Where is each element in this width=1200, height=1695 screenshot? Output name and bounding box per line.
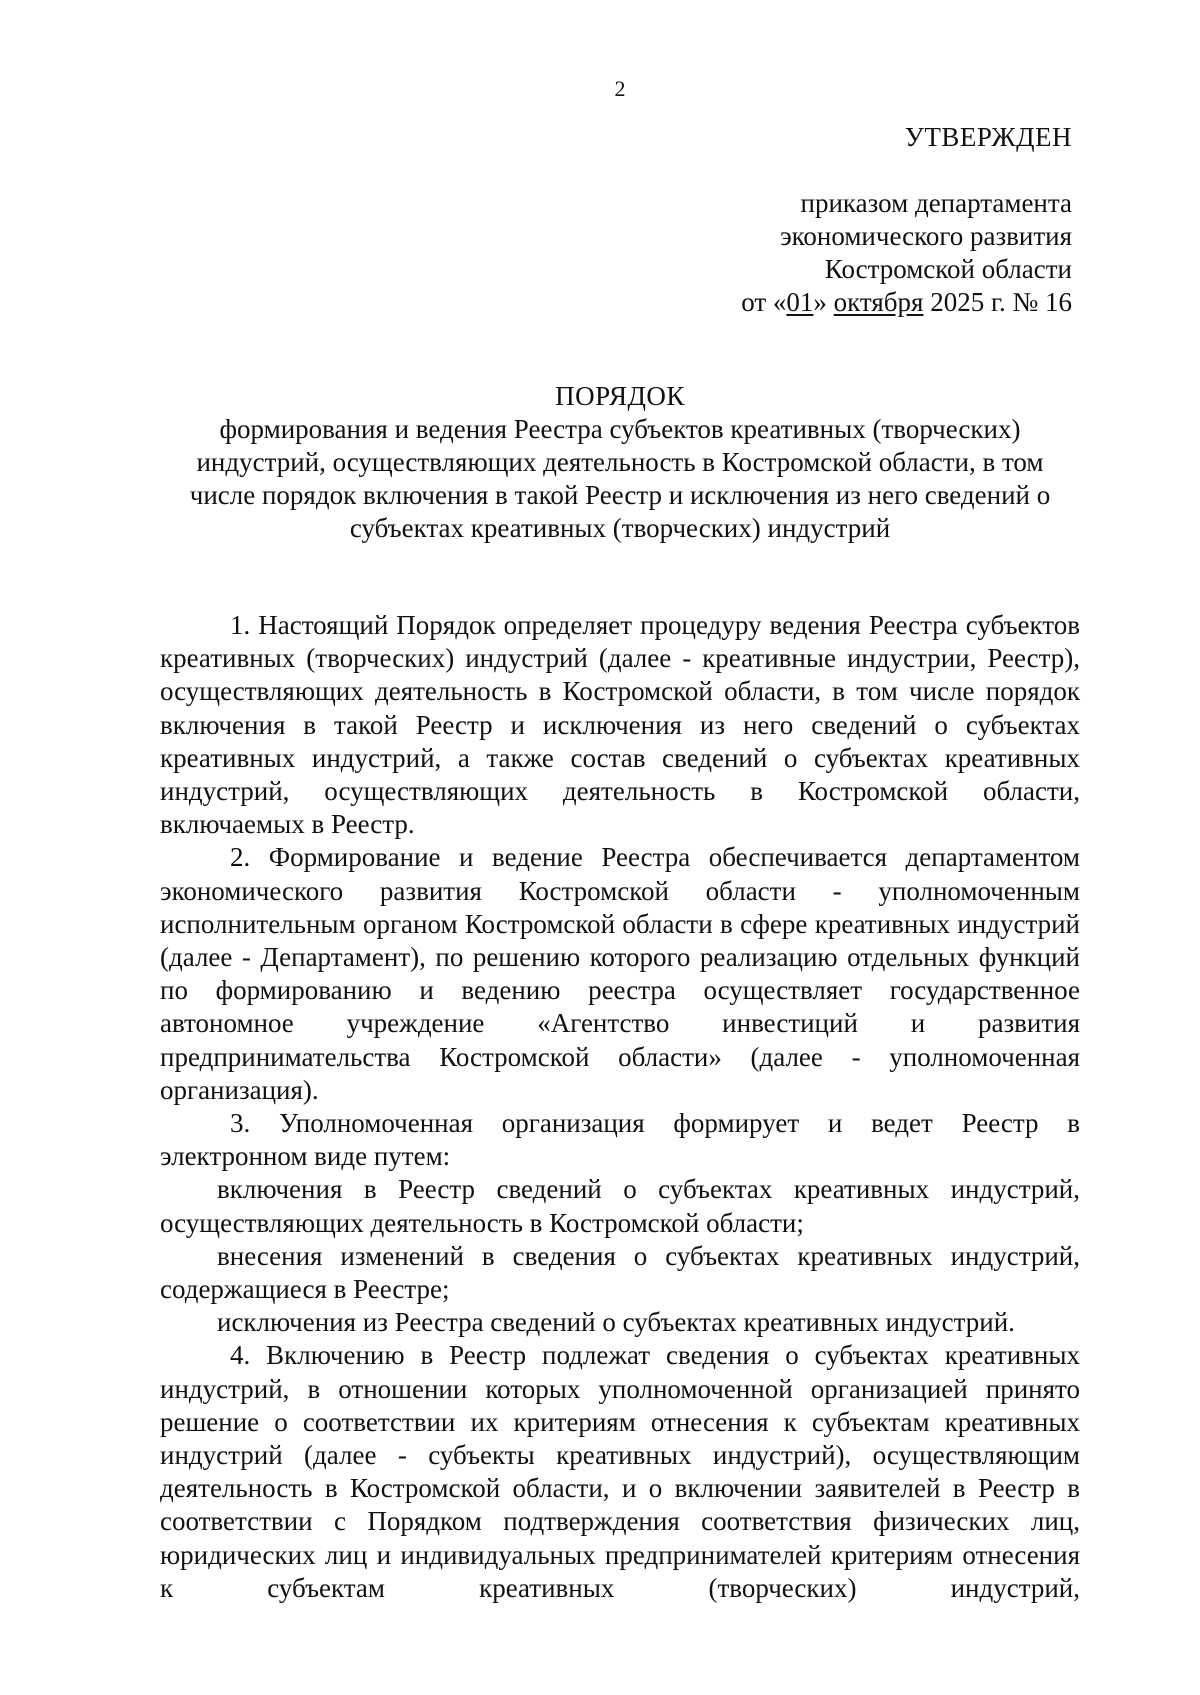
approval-line-order: приказом департамента bbox=[800, 188, 1072, 218]
date-prefix: от « bbox=[741, 287, 787, 317]
heading-line: субъектах креативных (творческих) индустрий bbox=[349, 513, 891, 543]
paragraph-4: 4. Включению в Реестр подлежат сведения о субъектах креативных индустрий, в отношении которых уполномоченной организацией принято решение о соответствии их критериям отнесения к субъектам креативных индустрий (далее - субъекты креативных индустрий), осуществляющим деятельность в Костромской области, и о включении заявителей в Реестр в соответствии с Порядком подтверждения соответствия физических лиц, юридических лиц и индивидуальных предпринимателей критериям отнесения к субъектам креативных (творческих) индустрий, bbox=[160, 1340, 1080, 1603]
paragraph-1: 1. Настоящий Порядок определяет процедуру ведения Реестра субъектов креативных (творческих) индустрий (далее - креативные индустрии, Реестр), осуществляющих деятельность в Костромской области, в том числе порядок включения в такой Реестр и исключения из него сведений о субъектах креативных индустрий, а также состав сведений о субъектах креативных индустрий, осуществляющих деятельность в Костромской области, включаемых в Реестр. bbox=[160, 610, 1080, 840]
document-heading bbox=[150, 380, 1090, 545]
list-item: внесения изменений в сведения о субъектах креативных индустрий, содержащиеся в Реестре; bbox=[160, 1240, 1080, 1305]
approval-block bbox=[741, 187, 1072, 319]
document-title: ПОРЯДОК bbox=[555, 381, 685, 411]
paragraph-2: 2. Формирование и ведение Реестра обеспечивается департаментом экономического развития Костромской области - уполномоченным исполнительным органом Костромской области в сфере креативных индустрий (далее - Департамент), по решению которого реализацию отдельных функций по формированию и ведению реестра осуществляет государственное автономное учреждение «Агентство инвестиций и развития предпринимательства Костромской области» (далее - уполномоченная организация). bbox=[160, 842, 1080, 1105]
approval-stamp-title: УТВЕРЖДЕН bbox=[904, 122, 1072, 152]
approval-line-department: экономического развития bbox=[780, 221, 1072, 251]
approval-date-line bbox=[741, 286, 1072, 319]
list-item: включения в Реестр сведений о субъектах креативных индустрий, осуществляющих деятельность в Костромской области; bbox=[160, 1174, 1080, 1238]
date-month: октября bbox=[833, 287, 924, 317]
document-body bbox=[160, 609, 1080, 1605]
date-suffix: 2025 г. № 16 bbox=[923, 287, 1072, 317]
date-day: 01 bbox=[786, 287, 814, 317]
heading-line: индустрий, осуществляющих деятельность в Костромской области, в том bbox=[196, 447, 1044, 477]
heading-line: числе порядок включения в такой Реестр и исключения из него сведений о bbox=[189, 480, 1051, 510]
paragraph-3: 3. Уполномоченная организация формирует и ведет Реестр в электронном виде путем: bbox=[160, 1108, 1080, 1172]
approval-line-region: Костромской области bbox=[824, 254, 1072, 284]
heading-line: формирования и ведения Реестра субъектов креативных (творческих) bbox=[219, 414, 1021, 444]
list-item: исключения из Реестра сведений о субъектах креативных индустрий. bbox=[217, 1307, 1015, 1338]
date-mid: » bbox=[813, 287, 834, 317]
page-number: 2 bbox=[614, 76, 626, 101]
